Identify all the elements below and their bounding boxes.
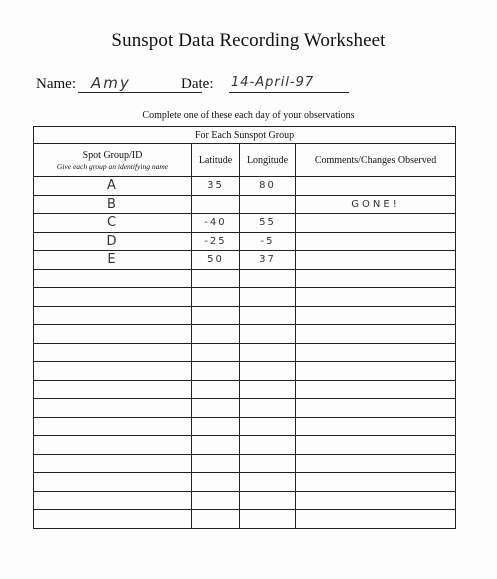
- cell-comment[interactable]: [296, 288, 456, 307]
- col-header-latitude: Latitude: [192, 144, 240, 177]
- page-title: Sunspot Data Recording Worksheet: [111, 30, 386, 51]
- cell-comment[interactable]: [296, 362, 456, 381]
- cell-latitude[interactable]: [192, 454, 240, 473]
- cell-latitude[interactable]: [192, 380, 240, 399]
- cell-longitude[interactable]: [240, 454, 296, 473]
- table-row-empty: [34, 417, 456, 436]
- cell-id[interactable]: [34, 343, 192, 362]
- date-underline: [229, 92, 349, 93]
- table-row: [34, 177, 456, 196]
- col-header-comments: Comments/Changes Observed: [296, 144, 456, 177]
- cell-id[interactable]: [34, 380, 192, 399]
- table-row: [34, 195, 456, 214]
- cell-longitude[interactable]: [240, 399, 296, 418]
- cell-comment[interactable]: [296, 343, 456, 362]
- cell-id[interactable]: B: [34, 195, 192, 214]
- table-row-empty: [34, 343, 456, 362]
- cell-longitude[interactable]: 55: [240, 214, 296, 233]
- table-row-empty: [34, 510, 456, 529]
- table-row-empty: [34, 325, 456, 344]
- cell-latitude[interactable]: [192, 343, 240, 362]
- cell-id[interactable]: [34, 325, 192, 344]
- cell-latitude[interactable]: -40: [192, 214, 240, 233]
- cell-id[interactable]: [34, 306, 192, 325]
- table-body: [34, 177, 456, 529]
- col-header-id-label: Spot Group/ID: [82, 149, 143, 161]
- name-label: Name:: [36, 76, 76, 92]
- cell-id[interactable]: A: [34, 177, 192, 196]
- cell-comment[interactable]: [296, 454, 456, 473]
- cell-comment[interactable]: [296, 325, 456, 344]
- cell-longitude[interactable]: [240, 195, 296, 214]
- cell-longitude[interactable]: [240, 362, 296, 381]
- table-row-empty: [34, 380, 456, 399]
- date-label: Date:: [181, 76, 214, 92]
- instructions: Complete one of these each day of your observations: [142, 110, 355, 121]
- cell-latitude[interactable]: [192, 473, 240, 492]
- cell-id[interactable]: D: [34, 232, 192, 251]
- cell-comment[interactable]: [296, 510, 456, 529]
- cell-latitude[interactable]: [192, 195, 240, 214]
- cell-longitude[interactable]: [240, 306, 296, 325]
- cell-latitude[interactable]: 50: [192, 251, 240, 270]
- table-row-empty: [34, 454, 456, 473]
- table-row-empty: [34, 306, 456, 325]
- cell-comment[interactable]: [296, 380, 456, 399]
- cell-id[interactable]: [34, 269, 192, 288]
- col-header-id-sub: Give each group an identifying name: [56, 161, 169, 171]
- table-row-empty: [34, 473, 456, 492]
- cell-longitude[interactable]: 80: [240, 177, 296, 196]
- cell-latitude[interactable]: [192, 399, 240, 418]
- cell-comment[interactable]: [296, 491, 456, 510]
- cell-longitude[interactable]: [240, 288, 296, 307]
- name-value: Amy: [91, 74, 131, 92]
- cell-comment[interactable]: [296, 436, 456, 455]
- cell-id[interactable]: [34, 436, 192, 455]
- col-header-id: [34, 144, 192, 177]
- cell-id[interactable]: E: [34, 251, 192, 270]
- cell-longitude[interactable]: [240, 269, 296, 288]
- cell-id[interactable]: [34, 510, 192, 529]
- cell-comment[interactable]: [296, 417, 456, 436]
- table-row: [34, 251, 456, 270]
- cell-latitude[interactable]: [192, 436, 240, 455]
- cell-longitude[interactable]: [240, 417, 296, 436]
- col-header-longitude: Longitude: [240, 144, 296, 177]
- cell-longitude[interactable]: [240, 325, 296, 344]
- cell-id[interactable]: C: [34, 214, 192, 233]
- cell-longitude[interactable]: [240, 473, 296, 492]
- sunspot-table: [33, 126, 456, 529]
- cell-longitude[interactable]: 37: [240, 251, 296, 270]
- cell-id[interactable]: [34, 491, 192, 510]
- cell-longitude[interactable]: [240, 343, 296, 362]
- cell-comment[interactable]: [296, 269, 456, 288]
- cell-longitude[interactable]: [240, 510, 296, 529]
- cell-id[interactable]: [34, 362, 192, 381]
- cell-latitude[interactable]: [192, 269, 240, 288]
- cell-id[interactable]: [34, 454, 192, 473]
- table-row-empty: [34, 362, 456, 381]
- cell-longitude[interactable]: [240, 491, 296, 510]
- cell-latitude[interactable]: [192, 491, 240, 510]
- table-row-empty: [34, 436, 456, 455]
- cell-comment[interactable]: [296, 473, 456, 492]
- table-row-empty: [34, 399, 456, 418]
- table-row-empty: [34, 288, 456, 307]
- cell-comment[interactable]: [296, 232, 456, 251]
- cell-latitude[interactable]: 35: [192, 177, 240, 196]
- cell-latitude[interactable]: [192, 417, 240, 436]
- cell-id[interactable]: [34, 399, 192, 418]
- cell-comment[interactable]: [296, 306, 456, 325]
- cell-id[interactable]: [34, 473, 192, 492]
- table-row-empty: [34, 491, 456, 510]
- cell-id[interactable]: [34, 417, 192, 436]
- cell-comment[interactable]: [296, 399, 456, 418]
- group-header: For Each Sunspot Group: [34, 127, 456, 144]
- cell-longitude[interactable]: [240, 436, 296, 455]
- cell-longitude[interactable]: [240, 380, 296, 399]
- date-value: 14-April-97: [231, 75, 315, 90]
- cell-latitude[interactable]: [192, 510, 240, 529]
- cell-comment[interactable]: [296, 177, 456, 196]
- cell-comment[interactable]: [296, 251, 456, 270]
- cell-latitude[interactable]: [192, 306, 240, 325]
- cell-comment[interactable]: [296, 214, 456, 233]
- cell-latitude[interactable]: [192, 362, 240, 381]
- cell-comment[interactable]: GONE!: [296, 195, 456, 214]
- cell-latitude[interactable]: [192, 288, 240, 307]
- table-row-empty: [34, 269, 456, 288]
- table-row: [34, 232, 456, 251]
- cell-longitude[interactable]: -5: [240, 232, 296, 251]
- cell-latitude[interactable]: -25: [192, 232, 240, 251]
- cell-latitude[interactable]: [192, 325, 240, 344]
- cell-id[interactable]: [34, 288, 192, 307]
- table-row: [34, 214, 456, 233]
